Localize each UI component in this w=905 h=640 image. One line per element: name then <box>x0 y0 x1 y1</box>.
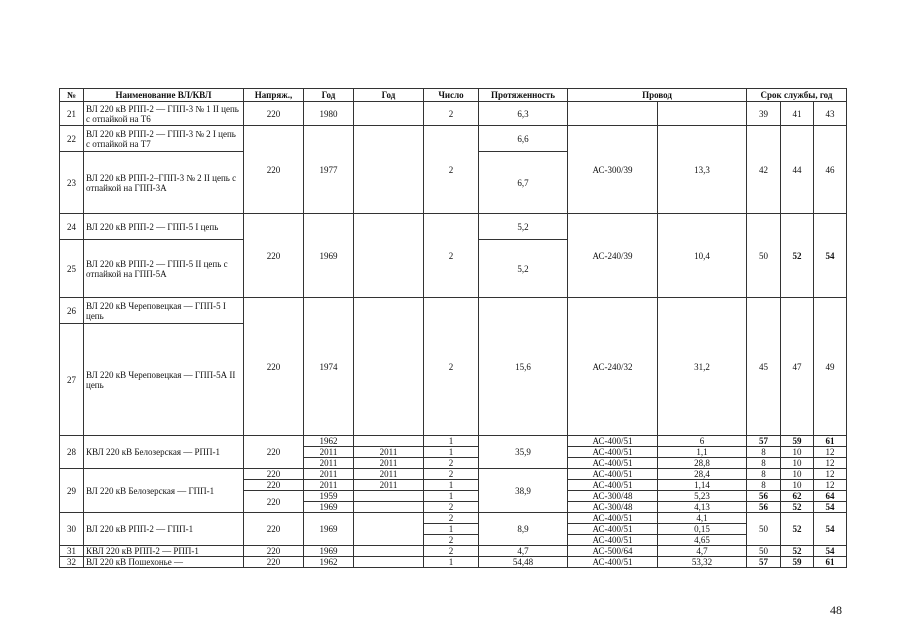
row-number: 27 <box>60 324 84 436</box>
wire-cell: АС-400/51 <box>568 436 658 447</box>
wire-length-cell: 28,8 <box>658 458 747 469</box>
wire-cell <box>568 102 658 126</box>
row-number: 30 <box>60 513 84 546</box>
voltage-cell: 220 <box>244 469 304 480</box>
wire-length-cell: 1,1 <box>658 447 747 458</box>
year-cell: 1969 <box>304 214 354 298</box>
length-cell: 35,9 <box>479 436 568 469</box>
service-life-2: 52 <box>781 546 814 557</box>
line-name: КВЛ 220 кВ РПП-2 — РПП-1 <box>84 546 244 557</box>
service-life-1: 50 <box>747 513 781 546</box>
circuits-cell: 1 <box>424 436 479 447</box>
table-row <box>60 513 847 524</box>
circuits-cell: 1 <box>424 480 479 491</box>
year-cell: 1980 <box>304 102 354 126</box>
row-number: 24 <box>60 214 84 240</box>
length-cell: 8,9 <box>479 513 568 546</box>
service-life-1: 42 <box>747 126 781 214</box>
length-cell: 38,9 <box>479 469 568 513</box>
circuits-cell: 2 <box>424 214 479 298</box>
header-year: Год <box>304 89 354 102</box>
wire-cell: АС-400/51 <box>568 557 658 568</box>
line-name: ВЛ 220 кВ РПП-2 — ГПП-3 № 2 I цепь с отпайкой на Т7 <box>84 126 244 152</box>
row-number: 32 <box>60 557 84 568</box>
service-life-2: 47 <box>781 298 814 436</box>
service-life-2: 59 <box>781 557 814 568</box>
table-header-row <box>60 89 847 102</box>
length-cell: 6,7 <box>479 152 568 214</box>
year-cell: 1969 <box>304 502 354 513</box>
service-life-3: 12 <box>814 458 847 469</box>
circuits-cell: 1 <box>424 447 479 458</box>
line-name: ВЛ 220 кВ Пошехонье — <box>84 557 244 568</box>
line-name: ВЛ 220 кВ РПП-2 — ГПП-1 <box>84 513 244 546</box>
wire-length-cell: 4,65 <box>658 535 747 546</box>
wire-length-cell: 31,2 <box>658 298 747 436</box>
line-name: КВЛ 220 кВ Белозерская — РПП-1 <box>84 436 244 469</box>
length-cell: 6,6 <box>479 126 568 152</box>
service-life-3: 46 <box>814 126 847 214</box>
wire-cell: АС-400/51 <box>568 469 658 480</box>
year-cell: 1959 <box>304 491 354 502</box>
line-name: ВЛ 220 кВ Белозерская — ГПП-1 <box>84 469 244 513</box>
service-life-3: 49 <box>814 298 847 436</box>
service-life-2: 59 <box>781 436 814 447</box>
document-page <box>59 88 847 568</box>
year-2-cell <box>354 513 424 546</box>
wire-cell: АС-400/51 <box>568 458 658 469</box>
service-life-1: 50 <box>747 546 781 557</box>
year-2-cell <box>354 102 424 126</box>
circuits-cell: 2 <box>424 102 479 126</box>
line-name: ВЛ 220 кВ РПП-2 — ГПП-5 II цепь с отпайкой на ГПП-5А <box>84 240 244 298</box>
wire-cell: АС-400/51 <box>568 447 658 458</box>
voltage-cell: 220 <box>244 126 304 214</box>
row-number: 22 <box>60 126 84 152</box>
service-life-3: 54 <box>814 502 847 513</box>
wire-cell: АС-500/64 <box>568 546 658 557</box>
line-name: ВЛ 220 кВ Череповецкая — ГПП-5А II цепь <box>84 324 244 436</box>
service-life-1: 50 <box>747 214 781 298</box>
voltage-cell: 220 <box>244 436 304 469</box>
year-2-cell <box>354 298 424 436</box>
wire-length-cell: 4,13 <box>658 502 747 513</box>
wire-cell: АС-400/51 <box>568 535 658 546</box>
length-cell: 6,3 <box>479 102 568 126</box>
year-cell: 1962 <box>304 557 354 568</box>
service-life-3: 54 <box>814 546 847 557</box>
row-number: 26 <box>60 298 84 324</box>
wire-cell: АС-240/39 <box>568 214 658 298</box>
voltage-cell: 220 <box>244 298 304 436</box>
year-cell: 1969 <box>304 513 354 546</box>
service-life-1: 8 <box>747 447 781 458</box>
service-life-2: 10 <box>781 469 814 480</box>
service-life-3: 12 <box>814 447 847 458</box>
circuits-cell: 1 <box>424 491 479 502</box>
service-life-1: 57 <box>747 436 781 447</box>
voltage-cell: 220 <box>244 214 304 298</box>
circuits-cell: 2 <box>424 469 479 480</box>
circuits-cell: 2 <box>424 513 479 524</box>
year-cell: 2011 <box>304 469 354 480</box>
circuits-cell: 2 <box>424 298 479 436</box>
circuits-cell: 1 <box>424 524 479 535</box>
row-number: 25 <box>60 240 84 298</box>
service-life-1: 8 <box>747 458 781 469</box>
table-row <box>60 102 847 126</box>
wire-length-cell: 53,32 <box>658 557 747 568</box>
wire-cell: АС-400/51 <box>568 513 658 524</box>
service-life-1: 8 <box>747 469 781 480</box>
line-name: ВЛ 220 кВ РПП-2 — ГПП-5 I цепь <box>84 214 244 240</box>
year-cell: 1974 <box>304 298 354 436</box>
service-life-3: 12 <box>814 469 847 480</box>
year-2-cell: 2011 <box>354 480 424 491</box>
header-num: № <box>60 89 84 102</box>
power-lines-table <box>59 88 847 568</box>
wire-length-cell: 4,1 <box>658 513 747 524</box>
year-2-cell <box>354 491 424 502</box>
year-2-cell <box>354 214 424 298</box>
year-cell: 1977 <box>304 126 354 214</box>
circuits-cell: 2 <box>424 502 479 513</box>
table-row <box>60 298 847 324</box>
header-wire: Провод <box>568 89 747 102</box>
header-circuits: Число <box>424 89 479 102</box>
wire-cell: АС-300/39 <box>568 126 658 214</box>
service-life-1: 39 <box>747 102 781 126</box>
year-cell: 1962 <box>304 436 354 447</box>
header-length: Протяженность <box>479 89 568 102</box>
table-row <box>60 436 847 447</box>
page-number: 48 <box>830 603 842 617</box>
line-name: ВЛ 220 кВ РПП-2 — ГПП-3 № 1 II цепь с отпайкой на Т6 <box>84 102 244 126</box>
service-life-1: 57 <box>747 557 781 568</box>
circuits-cell: 2 <box>424 458 479 469</box>
wire-length-cell: 13,3 <box>658 126 747 214</box>
service-life-3: 61 <box>814 436 847 447</box>
length-cell: 4,7 <box>479 546 568 557</box>
voltage-cell: 220 <box>244 480 304 491</box>
table-row <box>60 546 847 557</box>
header-year-2: Год <box>354 89 424 102</box>
wire-length-cell: 1,14 <box>658 480 747 491</box>
row-number: 29 <box>60 469 84 513</box>
header-voltage: Напряж., <box>244 89 304 102</box>
service-life-1: 45 <box>747 298 781 436</box>
table-row <box>60 469 847 480</box>
year-cell: 1969 <box>304 546 354 557</box>
length-cell: 15,6 <box>479 298 568 436</box>
year-cell: 2011 <box>304 447 354 458</box>
voltage-cell: 220 <box>244 513 304 546</box>
voltage-cell: 220 <box>244 491 304 513</box>
row-number: 21 <box>60 102 84 126</box>
service-life-3: 12 <box>814 480 847 491</box>
line-name: ВЛ 220 кВ РПП-2–ГПП-3 № 2 II цепь с отпайкой на ГПП-3А <box>84 152 244 214</box>
service-life-3: 64 <box>814 491 847 502</box>
service-life-2: 44 <box>781 126 814 214</box>
wire-cell: АС-300/48 <box>568 491 658 502</box>
line-name: ВЛ 220 кВ Череповецкая — ГПП-5 I цепь <box>84 298 244 324</box>
wire-length-cell: 4,7 <box>658 546 747 557</box>
year-2-cell: 2011 <box>354 469 424 480</box>
year-cell: 2011 <box>304 458 354 469</box>
circuits-cell: 1 <box>424 557 479 568</box>
row-number: 31 <box>60 546 84 557</box>
year-2-cell <box>354 126 424 214</box>
wire-length-cell <box>658 102 747 126</box>
year-2-cell <box>354 557 424 568</box>
voltage-cell: 220 <box>244 557 304 568</box>
wire-cell: АС-400/51 <box>568 480 658 491</box>
service-life-1: 8 <box>747 480 781 491</box>
service-life-3: 54 <box>814 214 847 298</box>
service-life-2: 41 <box>781 102 814 126</box>
wire-length-cell: 28,4 <box>658 469 747 480</box>
service-life-2: 52 <box>781 513 814 546</box>
header-service-life: Срок службы, год <box>747 89 847 102</box>
wire-cell: АС-300/48 <box>568 502 658 513</box>
wire-length-cell: 10,4 <box>658 214 747 298</box>
year-2-cell <box>354 502 424 513</box>
service-life-2: 10 <box>781 447 814 458</box>
service-life-1: 56 <box>747 502 781 513</box>
circuits-cell: 2 <box>424 535 479 546</box>
circuits-cell: 2 <box>424 546 479 557</box>
wire-cell: АС-240/32 <box>568 298 658 436</box>
table-row <box>60 557 847 568</box>
length-cell: 5,2 <box>479 240 568 298</box>
year-2-cell: 2011 <box>354 458 424 469</box>
service-life-2: 52 <box>781 502 814 513</box>
table-row <box>60 214 847 240</box>
service-life-1: 56 <box>747 491 781 502</box>
service-life-3: 61 <box>814 557 847 568</box>
service-life-3: 54 <box>814 513 847 546</box>
service-life-3: 43 <box>814 102 847 126</box>
year-cell: 2011 <box>304 480 354 491</box>
length-cell: 5,2 <box>479 214 568 240</box>
wire-cell: АС-400/51 <box>568 524 658 535</box>
wire-length-cell: 5,23 <box>658 491 747 502</box>
wire-length-cell: 6 <box>658 436 747 447</box>
service-life-2: 62 <box>781 491 814 502</box>
year-2-cell <box>354 436 424 447</box>
year-2-cell <box>354 546 424 557</box>
service-life-2: 10 <box>781 480 814 491</box>
service-life-2: 52 <box>781 214 814 298</box>
circuits-cell: 2 <box>424 126 479 214</box>
service-life-2: 10 <box>781 458 814 469</box>
row-number: 23 <box>60 152 84 214</box>
voltage-cell: 220 <box>244 102 304 126</box>
row-number: 28 <box>60 436 84 469</box>
header-name: Наименование ВЛ/КВЛ <box>84 89 244 102</box>
length-cell: 54,48 <box>479 557 568 568</box>
year-2-cell: 2011 <box>354 447 424 458</box>
voltage-cell: 220 <box>244 546 304 557</box>
table-row <box>60 126 847 152</box>
wire-length-cell: 0,15 <box>658 524 747 535</box>
